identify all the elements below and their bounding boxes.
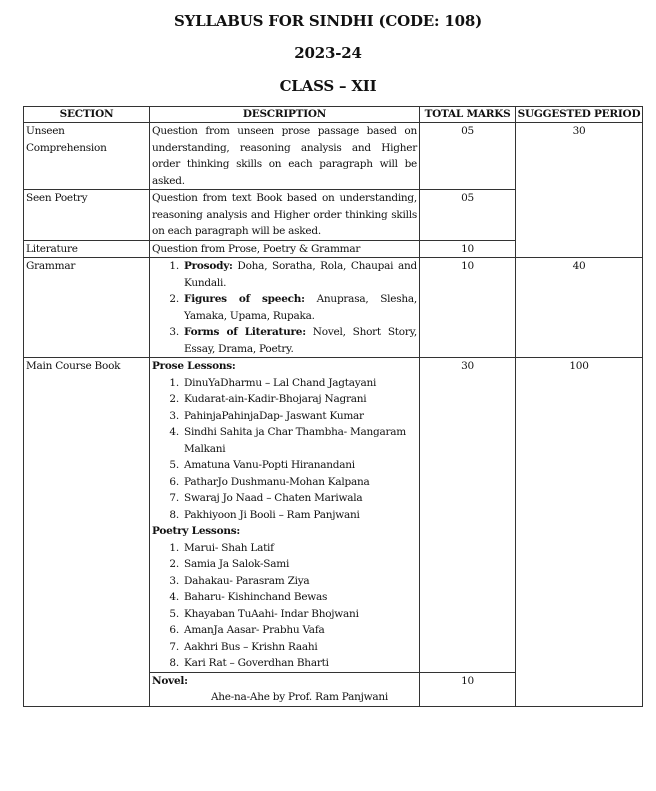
novel-heading: Novel: <box>152 674 188 687</box>
description-unseen: Question from unseen prose passage based on understanding, reasoning analysis and Higher order thinking skills on each paragraph will be asked. <box>150 123 420 190</box>
description-literature: Question from Prose, Poetry & Grammar <box>150 240 420 258</box>
list-item: 8. Pakhiyoon Ji Booli – Ram Panjwani <box>182 507 417 524</box>
list-item: 5. Amatuna Vanu-Popti Hiranandani <box>182 457 417 474</box>
grammar-item-label: Figures of speech: <box>184 293 305 305</box>
list-item <box>182 258 417 291</box>
list-item: 8. Kari Rat – Goverdhan Bharti <box>182 655 417 672</box>
marks-grammar: 10 <box>420 258 516 358</box>
academic-year: 2023-24 <box>294 44 362 62</box>
section-seen-poetry: Seen Poetry <box>24 190 150 241</box>
grammar-item-label: Prosody: <box>184 260 233 272</box>
novel-title: Ahe-na-Ahe by Prof. Ram Panjwani <box>210 691 389 703</box>
marks-main-course: 30 <box>420 358 516 673</box>
list-item: 2. Kudarat-ain-Kadir-Bhojaraj Nagrani <box>182 391 417 408</box>
list-item: 7. Swaraj Jo Naad – Chaten Mariwala <box>182 490 417 507</box>
syllabus-table <box>23 106 643 707</box>
header-section: SECTION <box>24 107 150 123</box>
poetry-heading: Poetry Lessons: <box>152 525 240 537</box>
section-literature: Literature <box>24 240 150 258</box>
list-item: 3. Dahakau- Parasram Ziya <box>182 573 417 590</box>
table-row-unseen <box>24 123 643 190</box>
description-main-course <box>150 358 420 673</box>
list-item: 3. PahinjaPahinjaDap- Jaswant Kumar <box>182 408 417 425</box>
list-item: 5. Khayaban TuAahi- Indar Bhojwani <box>182 606 417 623</box>
table-row-grammar <box>24 258 643 358</box>
list-item: 6. AmanJa Aasar- Prabhu Vafa <box>182 622 417 639</box>
list-item: 7. Aakhri Bus – Krishn Raahi <box>182 639 417 656</box>
description-novel <box>150 672 420 706</box>
section-grammar: Grammar <box>24 258 150 358</box>
period-main-course: 100 <box>516 358 643 707</box>
grammar-item-text: Anuprasa, Slesha, Yamaka, Upama, Rupaka. <box>184 293 417 322</box>
description-seen-poetry: Question from text Book based on understanding, reasoning analysis and Higher order thinking skills on each paragraph will be asked. <box>150 190 420 241</box>
marks-unseen: 05 <box>420 123 516 190</box>
list-item: 1. Marui- Shah Latif <box>182 540 417 557</box>
list-item: 2. Samia Ja Salok-Sami <box>182 556 417 573</box>
marks-novel: 10 <box>420 672 516 706</box>
class-label: CLASS – XII <box>279 77 377 95</box>
period-reading-literature: 30 <box>516 123 643 258</box>
list-item <box>182 291 417 324</box>
list-item: 4. Sindhi Sahita ja Char Thambha- Mangaram Malkani <box>182 424 417 457</box>
period-grammar: 40 <box>516 258 643 358</box>
header-suggested-period: SUGGESTED PERIOD <box>516 107 643 123</box>
list-item: 1. DinuYaDharmu – Lal Chand Jagtayani <box>182 375 417 392</box>
marks-literature: 10 <box>420 240 516 258</box>
table-header-row <box>24 107 643 123</box>
grammar-item-text: Novel, Short Story, Essay, Drama, Poetry. <box>184 326 417 355</box>
page-title: SYLLABUS FOR SINDHI (CODE: 108) <box>174 12 482 30</box>
prose-heading: Prose Lessons: <box>152 360 236 372</box>
poetry-list <box>152 540 417 672</box>
grammar-list <box>152 258 417 357</box>
section-unseen: Unseen Comprehension <box>24 123 150 190</box>
list-item: 4. Baharu- Kishinchand Bewas <box>182 589 417 606</box>
marks-seen-poetry: 05 <box>420 190 516 241</box>
grammar-item-text: Doha, Soratha, Rola, Chaupai and Kundali. <box>184 260 417 289</box>
list-item: 6. PatharJo Dushmanu-Mohan Kalpana <box>182 474 417 491</box>
section-main-course: Main Course Book <box>24 358 150 707</box>
header-description: DESCRIPTION <box>150 107 420 123</box>
description-grammar <box>150 258 420 358</box>
header-total-marks: TOTAL MARKS <box>420 107 516 123</box>
list-item <box>182 324 417 357</box>
table-row-main-course <box>24 358 643 673</box>
prose-list <box>152 375 417 524</box>
grammar-item-label: Forms of Literature: <box>184 326 306 338</box>
